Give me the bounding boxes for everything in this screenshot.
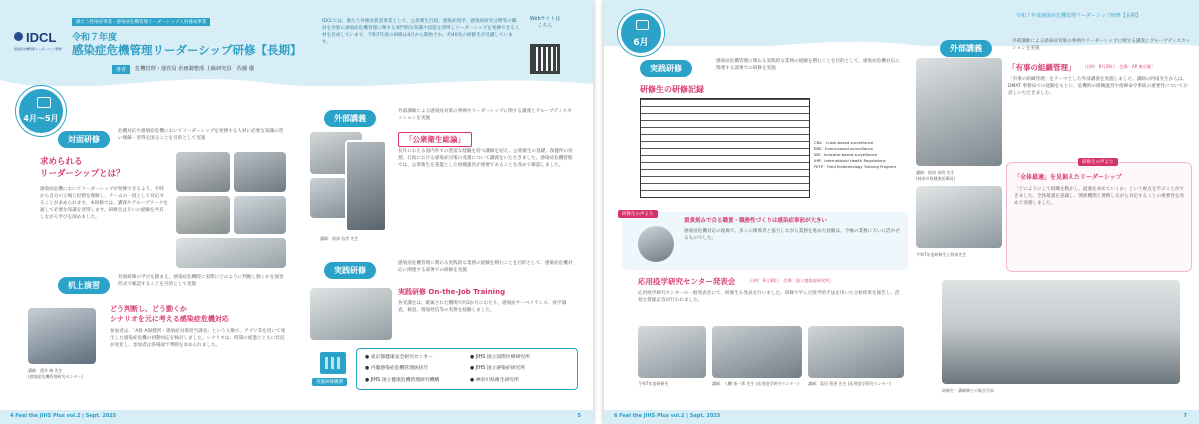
month-badge-label: 4月～5月	[23, 114, 59, 123]
page-title: 感染症危機管理リーダーシップ研修【長期】	[72, 43, 302, 57]
month-badge	[16, 86, 66, 136]
caption-group-photo: 研修生・講師陣との集合写真	[942, 388, 994, 393]
section-heading-training-record: 研修生の研修記録	[640, 85, 704, 94]
org-item: ● 神奈川県衛生研究所	[470, 377, 519, 383]
series-label: 令和７年度感染症危機管理リーダーシップ研修【長期】	[1016, 13, 1141, 19]
photo-lecturer-okabe	[345, 140, 387, 232]
heading-line: どう判断し、どう動くか シナリオを元に考える感染症危機対応	[110, 305, 229, 323]
legend-item: IHR：International Health Regulations	[814, 158, 886, 163]
building-window-icon	[325, 357, 341, 369]
left-spread	[0, 0, 593, 424]
voice-heading: 重責刻みで合る職責・職務性づくりは感染症事前が大きい	[684, 218, 828, 224]
building-icon	[320, 352, 346, 374]
right-spread	[604, 0, 1199, 424]
section-body-public-health: 長年にわたる国内外での豊富な経験を持つ講師を迎え、公衆衛生の基礎、保健所の役割、行政における感染症対策の変遷について講義をいただきました。感染症危機管理では、公衆衛生を基盤とした組織運営が重要であることを改めて確認しました。	[398, 149, 573, 168]
presentation-date: ［日時：6月30日 会場：国立感染症研究所］	[746, 278, 834, 283]
section-tag-face-to-face: 対面研修	[58, 131, 110, 148]
section-desc-external-lecture: 外部講師による感染症対策の事例やリーダーシップに関する講義とグループディスカッションを実施	[398, 109, 572, 121]
caption-trainees-anan: 令和7年度研修生と阿南先生	[916, 252, 967, 257]
training-record-table	[640, 98, 810, 198]
caption-lecturer-anan: 講師：阿南 英明 先生 (神奈川県健康医療局)	[916, 170, 956, 181]
org-name: JIHS 国立感染症研究所	[475, 366, 526, 372]
photo-lecture-hall	[176, 152, 230, 192]
section-heading-presentation: 応用疫学研究センター発表会	[638, 277, 736, 286]
photo-group	[942, 280, 1180, 384]
logo	[14, 30, 66, 60]
section-tag-external-lecture: 外部講義	[324, 110, 376, 127]
legend-item: FETP：Field Epidemiology Training Program	[814, 164, 897, 169]
org-item: ● JIHS 国立国際医療研究所	[470, 355, 530, 360]
section-body-face-to-face: 感染症危機においてリーダーシップが発揮できるよう、平時から自分の立場と役割を理解し、チームの一員として対応することが求められます。本研修では、講義やグループワークを通して必要な知識を習得します。研修生は互いの経験を共有しながら学びを深めました。	[40, 187, 168, 220]
org-item: ● JIHS 国立感染症研究所	[470, 366, 526, 372]
section-heading-public-health: 「公衆衛生総論」	[398, 132, 472, 147]
author-tag: 著者	[112, 65, 130, 74]
org-name: JIHS 国立国際医療研究所	[475, 355, 530, 360]
voice-tag: 研修生の声より	[618, 210, 658, 218]
section-tag-external-lecture: 外部講義	[940, 40, 992, 57]
section-body-ojt: 各受講生は、配属された機関で約3か月にわたり、感染症サーベイランス、疫学調査、検査、情報発信等の実務を経験しました。	[398, 301, 567, 313]
photo-presenter-1	[638, 326, 706, 378]
logo-subtext: 感染症危機管理リーダーシップ研修	[14, 47, 62, 51]
section-body-tabletop: 参加者は、「A県 A保健所・感染症対策担当課長」という立場で、アプリ等を用いて発生した感染症危機の初動対応を検討しました。シナリオは、時間の経過とともに状況が変化し、参加者は各場面で判断を求められました。	[110, 329, 286, 348]
section-heading-scenario	[110, 304, 229, 324]
orgs-label: 実施研修機関	[312, 378, 347, 386]
section-desc-practical-training: 感染症危機管理に関わる実践的な業務の経験を積むことを目的として、感染症危機対応に関連する部署での研修を実施	[716, 59, 900, 71]
orgs-box	[356, 348, 578, 390]
series-label: 源たう性染症事業・感染症危機管理リーダーシップ人材養成事業	[72, 18, 210, 26]
calendar-icon	[37, 97, 51, 108]
section-desc-tabletop: 対面研修の学びを踏まえ、感染症危機時に実際にどのように判断し動くかを演習形式で確認することを目的として実施	[118, 275, 284, 287]
photo-trainee-voice	[638, 226, 674, 262]
section-body-crisis-org: 「有事の組織管理」をテーマとした外部講義を実施しました。講師の阿南先生からは、DMAT 事務局での経験をもとに、危機時の組織運営や指揮命令系統の重要性についてお話しいただきました。	[1008, 77, 1188, 96]
voice-body: 感染症危機対応の現場で、多くの関係者と協力しながら業務を進めた経験は、今後の業務に大いに活かせるものでした。	[684, 229, 900, 241]
org-item: ● 東京都健康安全研究センター	[365, 355, 433, 360]
month-badge	[618, 10, 664, 56]
logo-mark-icon	[14, 32, 23, 41]
org-item: ● 内閣感染症危機管理統括庁	[365, 366, 429, 372]
leader-heading: 「全体最適」を見据えたリーダーシップ	[1014, 174, 1122, 181]
org-name: JIHS 国立健康危機管理研究機構	[370, 377, 440, 383]
legend-item: CRA：Crash-based surveillance	[814, 140, 874, 145]
section-desc-face-to-face: 危機対応や感染症危機においてリーダーシップを発揮する人材に必要な知識の習い理解・習得を図ることを目的として実施	[118, 129, 284, 141]
caption-lecturer-sakai: 講師：酒井 修 先生 (感染症危機管理研究センター)	[28, 368, 83, 379]
org-name: 内閣感染症危機管理統括庁	[370, 366, 429, 372]
section-tag-practical-training: 実践研修	[324, 262, 376, 279]
photo-group-work-1	[234, 152, 286, 192]
org-name: 東京都健康安全研究センター	[370, 355, 433, 360]
photo-tabletop-lecturer	[28, 308, 96, 364]
caption-trainees: 令和7年度研修生	[638, 381, 669, 386]
leader-body: 「どのようにして組織を動かし、最適を求めていくか」という視点を学ぶことができました。全体最適を意識し、関係機関と連携しながら対応することの重要性を改めて実感しました。	[1014, 187, 1184, 206]
calendar-icon	[636, 20, 649, 30]
footer-page-number: 5	[577, 413, 581, 419]
section-heading-ojt: 実践研修 On-the-Job Training	[398, 288, 506, 296]
photo-trainees-with-anan	[916, 186, 1002, 248]
footer-left: 6 Feel the JIHS Plus vol.2 | Sept. 2025	[614, 413, 721, 419]
photo-group-work-2	[176, 196, 230, 234]
section-desc-practical-training: 感染症危機管理に関わる実践的な業務の経験を積むことを目的として、感染症危機対応に関連する部署での研修を実施	[398, 261, 573, 273]
leader-tag: 研修生の声より	[1078, 158, 1118, 166]
photo-ojt-meeting	[310, 288, 392, 340]
photo-discussion	[176, 238, 286, 268]
footer-left: 4 Feel the JIHS Plus vol.2 | Sept. 2025	[10, 413, 117, 419]
training-record-legend	[814, 140, 904, 170]
org-item: ● JIHS 国立健康危機管理研究機構	[365, 377, 440, 383]
caption-lecturer-okabe: 講師：岡部 信彦 先生	[320, 236, 359, 241]
year-label: 令和７年度	[72, 33, 118, 43]
legend-item: EBS：Event-based surveillance	[814, 146, 873, 151]
photo-presenter-2	[712, 326, 802, 378]
photo-presenter-3	[808, 326, 904, 378]
crisis-org-date: ［日時：6月26日 会場：AP 東京駅］	[1082, 64, 1156, 69]
section-tag-tabletop: 机上演習	[58, 277, 110, 294]
photo-lecturer-anan	[916, 58, 1002, 166]
qr-code	[530, 44, 560, 74]
section-body-presentation: 応用疫学研究センターの一般発表会にて、研修生も発表を行いました。研修で学んだ疫学的手法を用いた分析結果を報告し、活発な質疑応答が行われました。	[638, 291, 900, 303]
section-heading-leadership	[40, 156, 125, 180]
logo-text: IDCL	[26, 30, 57, 45]
org-name: 神奈川県衛生研究所	[475, 377, 519, 383]
legend-item: IBS：Indicator-based surveillance	[814, 152, 878, 157]
section-desc-external-lecture: 外部講師による感染症対策の事例やリーダーシップに関する講義とグループディスカッションを実施	[1012, 39, 1191, 51]
author-line: 危機管理・運営局 企画調整部 上級研究員 佐藤 優	[135, 66, 255, 72]
web-label: Webサイトはこちら	[529, 16, 561, 29]
section-heading-crisis-org: 「有事の組織管理」	[1008, 63, 1076, 72]
caption-lecturer-shimada: 講師：島田 智恵 先生 (応用疫学研究センター)	[808, 381, 891, 386]
page-gap	[593, 0, 604, 424]
intro-text: IDCLでは、源たう外務省新設事業として、公衆衛生行政、感染症疫学、感染症研究分野等の職員を対象に感染症危機管理に関する専門的な知識や技能を習得しリーダーシップを発揮できる人材を育成しています。令和7年度の研修は4月から開始され、約40名の研修生が受講しています。	[322, 19, 520, 45]
section-tag-practical-training: 実践研修	[640, 60, 692, 77]
caption-lecturer-yahata: 講師：八幡 裕一郎 先生 (応用疫学研究センター)	[712, 381, 799, 386]
month-badge-label: 6月	[633, 38, 649, 48]
heading-line: 求められる リーダーシップとは？	[40, 157, 125, 179]
photo-group-work-3	[234, 196, 286, 234]
footer-page-number: 7	[1183, 413, 1187, 419]
